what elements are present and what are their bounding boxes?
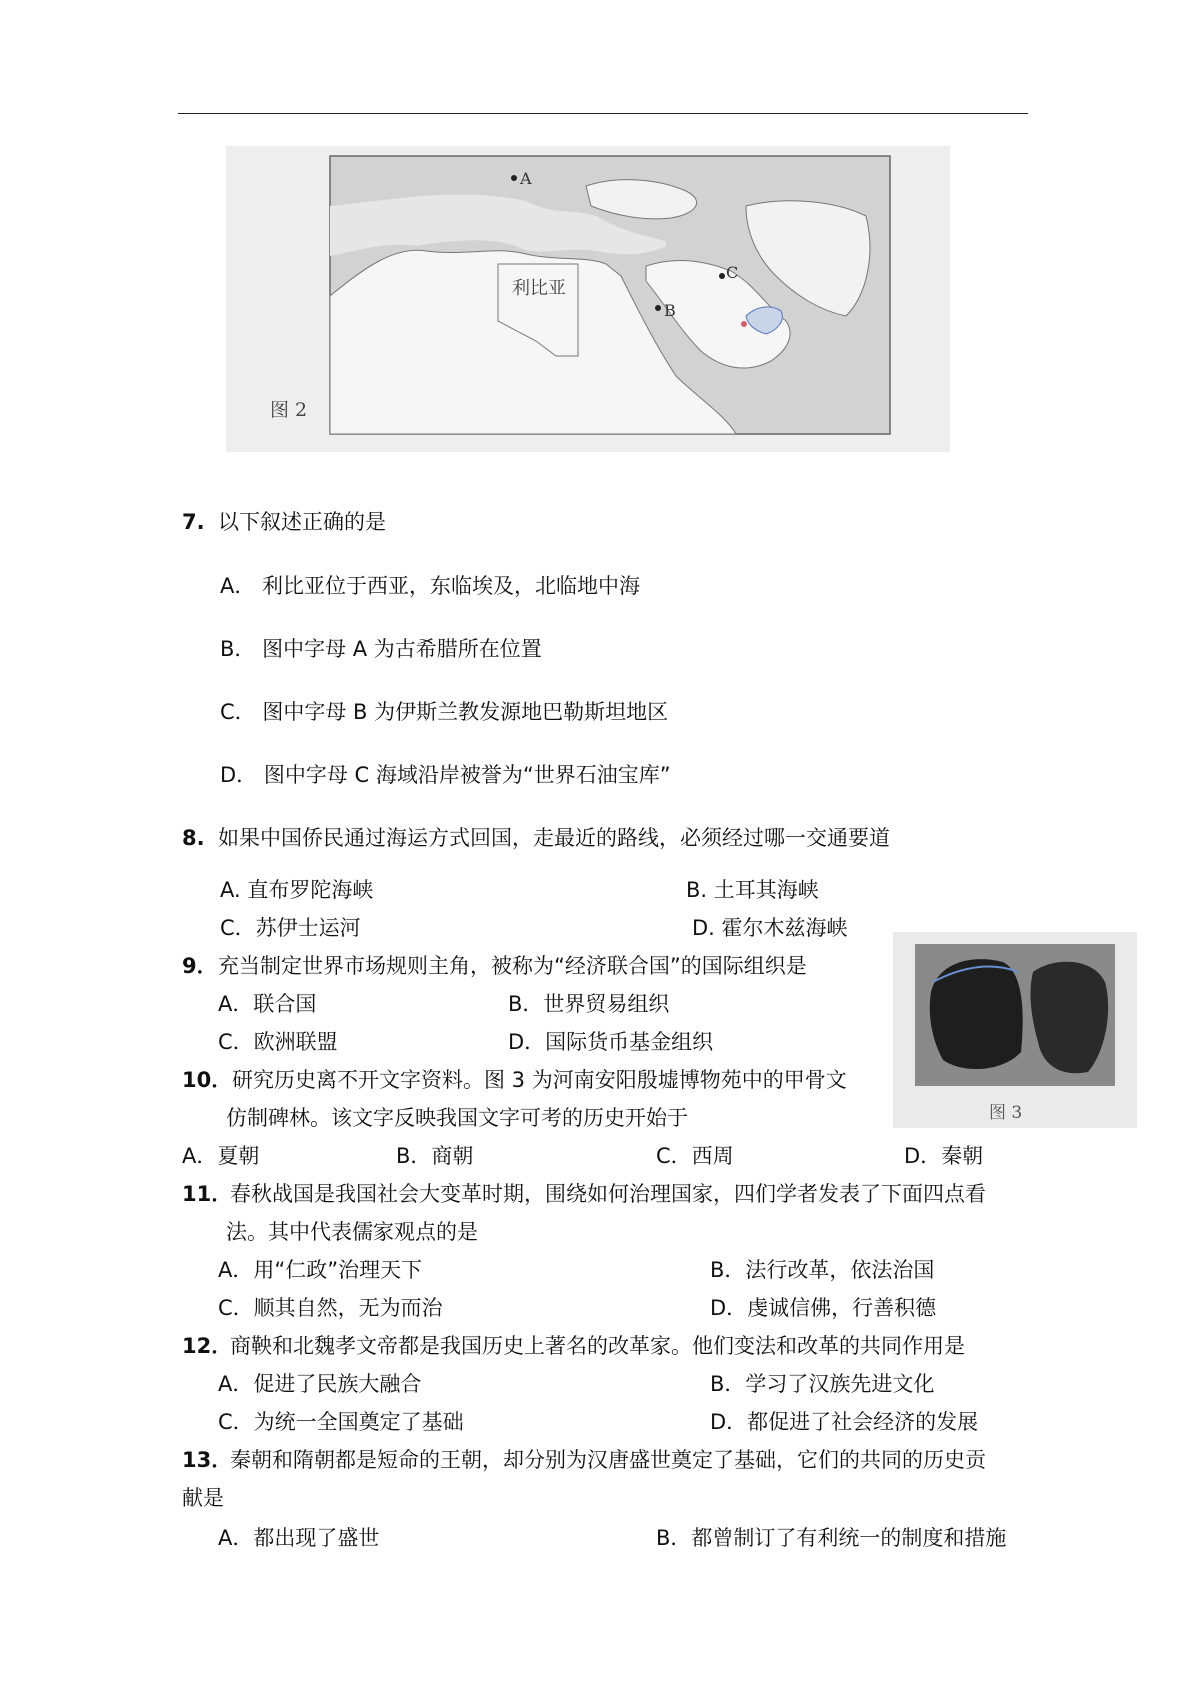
question-11-option-d: D．虔诚信佛，行善积德 — [710, 1296, 937, 1320]
question-13-number: 13． — [182, 1448, 233, 1472]
question-11-option-c: C．顺其自然，无为而治 — [218, 1296, 443, 1320]
question-10-option-d: D．秦朝 — [904, 1144, 984, 1168]
question-8-option-b: B. 土耳其海峡 — [686, 878, 819, 902]
question-13-text-line1: 秦朝和隋朝都是短命的王朝，却分别为汉唐盛世奠定了基础，它们的共同的历史贡 — [230, 1448, 986, 1472]
question-11-option-b: B．法行改革，依法治国 — [710, 1258, 935, 1282]
question-9-option-a: A．联合国 — [218, 992, 317, 1016]
header-rule — [178, 113, 1028, 114]
question-8-option-a: A. 直布罗陀海峡 — [220, 878, 374, 902]
map-label-b: B — [664, 301, 676, 320]
question-12-number: 12． — [182, 1334, 233, 1358]
question-12-option-d: D．都促进了社会经济的发展 — [710, 1410, 979, 1434]
question-10-text-line1: 研究历史离不开文字资料。图 3 为河南安阳殷墟博物苑中的甲骨文 — [232, 1068, 847, 1092]
question-12-text: 商鞅和北魏孝文帝都是我国历史上著名的改革家。他们变法和改革的共同作用是 — [230, 1334, 965, 1358]
question-7-number: 7. — [182, 510, 205, 534]
question-11-text-line2: 法。其中代表儒家观点的是 — [226, 1220, 478, 1244]
question-9-number: 9． — [182, 954, 218, 978]
figure-2-caption: 图 2 — [270, 399, 308, 421]
question-10-option-b: B．商朝 — [396, 1144, 474, 1168]
question-8-option-d: D. 霍尔木兹海峡 — [692, 916, 848, 940]
question-9-option-d: D．国际货币基金组织 — [508, 1030, 714, 1054]
question-12-option-a: A．促进了民族大融合 — [218, 1372, 422, 1396]
map-label-libya: 利比亚 — [512, 278, 566, 299]
figure-3-caption: 图 3 — [989, 1103, 1023, 1123]
question-10-option-c: C．西周 — [656, 1144, 734, 1168]
question-11-number: 11． — [182, 1182, 233, 1206]
question-10-option-a: A．夏朝 — [182, 1144, 260, 1168]
question-8-option-c: C．苏伊士运河 — [220, 916, 361, 940]
question-10-number: 10． — [182, 1068, 233, 1092]
question-7-option-b: B． 图中字母 A 为古希腊所在位置 — [220, 637, 542, 661]
question-8-text: 如果中国侨民通过海运方式回国，走最近的路线，必须经过哪一交通要道 — [218, 826, 890, 850]
question-13-option-a: A．都出现了盛世 — [218, 1526, 380, 1550]
question-7-text: 以下叙述正确的是 — [218, 510, 386, 534]
map-label-a: A — [520, 169, 532, 188]
question-11-option-a: A．用“仁政”治理天下 — [218, 1258, 423, 1282]
map-label-c: C — [726, 263, 739, 282]
question-12-option-c: C．为统一全国奠定了基础 — [218, 1410, 464, 1434]
question-9-option-b: B．世界贸易组织 — [508, 992, 670, 1016]
question-9-option-c: C．欧洲联盟 — [218, 1030, 338, 1054]
question-10-text-line2: 仿制碑林。该文字反映我国文字可考的历史开始于 — [226, 1106, 688, 1130]
question-11-text-line1: 春秋战国是我国社会大变革时期，围绕如何治理国家，四们学者发表了下面四点看 — [230, 1182, 986, 1206]
question-7-option-c: C． 图中字母 B 为伊斯兰教发源地巴勒斯坦地区 — [220, 700, 669, 724]
question-7-option-d: D． 图中字母 C 海域沿岸被誉为“世界石油宝库” — [220, 763, 671, 787]
question-13-option-b: B．都曾制订了有利统一的制度和措施 — [656, 1526, 1007, 1550]
question-7-option-a: A． 利比亚位于西亚，东临埃及，北临地中海 — [220, 574, 641, 598]
question-12-option-b: B．学习了汉族先进文化 — [710, 1372, 935, 1396]
question-13-text-line2: 献是 — [182, 1486, 224, 1510]
question-8-number: 8. — [182, 826, 205, 850]
map-figure-2 — [226, 146, 950, 452]
photo-figure-3 — [893, 932, 1137, 1128]
question-9-text: 充当制定世界市场规则主角，被称为“经济联合国”的国际组织是 — [218, 954, 807, 978]
